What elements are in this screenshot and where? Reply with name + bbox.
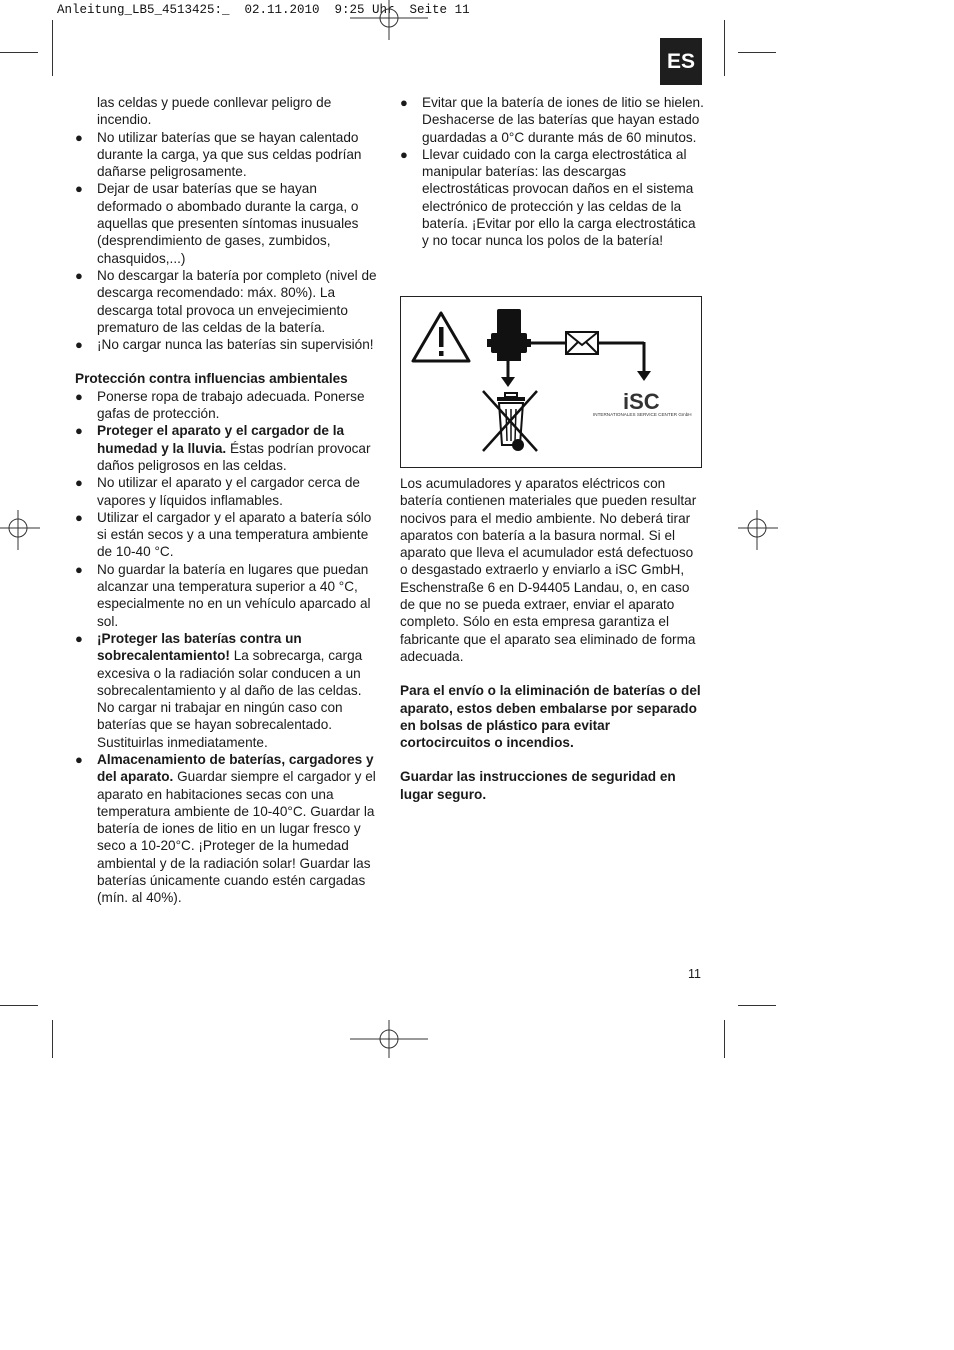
- crop-mark: [52, 20, 53, 76]
- crop-mark: [52, 1020, 53, 1058]
- right-column-lower: [400, 475, 704, 803]
- bullet-icon: ●: [75, 267, 83, 283]
- keep-instructions-note: Guardar las instrucciones de seguridad en lugar seguro.: [400, 769, 676, 802]
- bullet-icon: ●: [400, 95, 408, 110]
- bullet-icon: ●: [75, 129, 83, 145]
- disposal-figure: [400, 296, 702, 468]
- list-item: ● Almacenamiento de baterías, cargadores y del aparato. Guardar siempre el cargador y el aparato en habitaciones secas con una temperatura ambiente de 10-40°C. Guardar la batería de iones de litio en un lugar fresco y seco a 10-20°C. ¡Proteger de la humedad ambiental y de la radiación solar! Guardar las baterías únicamente cuando estén cargadas (mín. al 40%).: [75, 751, 376, 906]
- section-heading: Protección contra influencias ambientales: [75, 371, 348, 387]
- crossed-bin-icon: [483, 391, 537, 451]
- registration-mark-left: [0, 510, 40, 550]
- list-item: ● Dejar de usar baterías que se hayan deformado o abombado durante la carga, o aquellas que presenten síntomas inusuales (desprendimiento de gases, zumbidos, chasquidos,...): [75, 181, 359, 266]
- print-header: Anleitung_LB5_4513425:_ 02.11.2010 9:25 Uhr Seite 11: [57, 3, 470, 17]
- list-item: ● Proteger el aparato y el cargador de la humedad y la lluvia. Éstas podrían provocar daños peligrosos en las celdas.: [75, 423, 371, 473]
- packaging-note: Para el envío o la eliminación de baterías o del aparato, estos deben embalarse por separado en bolsas de plástico para evitar cortocircuitos o incendios.: [400, 683, 701, 751]
- bullet-icon: ●: [75, 509, 83, 525]
- bullet-icon: ●: [75, 475, 83, 491]
- bullet-icon: ●: [75, 181, 83, 197]
- list-item: ● Ponerse ropa de trabajo adecuada. Ponerse gafas de protección.: [75, 388, 365, 422]
- list-item: ● Llevar cuidado con la carga electrostática al manipular baterías: las descargas electrostáticas provocan daños en el sistema electrónico de protección y las celdas de la batería. ¡Evitar por ello la carga electrostática y no tocar nunca los polos de la batería!: [400, 146, 696, 249]
- bullet-icon: ●: [75, 751, 83, 767]
- disposal-diagram: [401, 297, 701, 467]
- crop-mark: [0, 52, 38, 53]
- left-column: [75, 94, 379, 907]
- battery-icon: [487, 309, 531, 361]
- list-item: ● No utilizar el aparato y el cargador cerca de vapores y líquidos inflamables.: [75, 475, 360, 508]
- disposal-paragraph: Los acumuladores y aparatos eléctricos con batería contienen materiales que pueden resultar nocivos para el medio ambiente. No deberá tirar aparatos con batería a la basura normal. Si el aparato que lleva el acumulador está defectuoso o desgastado extraerlo y enviarlo a iSC GmbH, Eschenstraße 6 en D-94405 Landau, o, en caso de que no se pueda extraer, enviar el aparato completo. Sólo en esta empresa garantiza el fabricante que el aparato sea eliminado de forma adecuada.: [400, 476, 697, 664]
- list-item: ● No descargar la batería por completo (nivel de descarga recomendado: máx. 80%). La descarga total provoca un envejecimiento prematuro de las celdas de la batería.: [75, 267, 377, 335]
- isc-logo: iSC: [623, 389, 660, 414]
- crop-mark: [724, 20, 725, 76]
- isc-logo-subtitle: INTERNATIONALES SERVICE CENTER GmbH: [593, 412, 692, 417]
- crop-mark: [738, 52, 776, 53]
- list-item: ● ¡No cargar nunca las baterías sin supervisión!: [75, 337, 374, 353]
- continued-text: las celdas y puede conllevar peligro de incendio.: [97, 95, 332, 128]
- bullet-icon: ●: [75, 337, 83, 353]
- bullet-icon: ●: [75, 423, 83, 439]
- list-item: ● No utilizar baterías que se hayan calentado durante la carga, ya que sus celdas podrían dañarse peligrosamente.: [75, 129, 362, 180]
- language-badge: ES: [660, 38, 702, 85]
- bullet-icon: ●: [400, 146, 408, 162]
- registration-mark-bottom: [350, 1020, 428, 1060]
- list-item: ● No guardar la batería en lugares que puedan alcanzar una temperatura superior a 40 °C, especialmente no en un vehículo aparcado al sol.: [75, 561, 371, 629]
- crop-mark: [724, 1020, 725, 1058]
- registration-mark-right: [738, 510, 778, 550]
- bullet-icon: ●: [75, 388, 83, 404]
- list-item: ● Evitar que la batería de iones de litio se hielen. Deshacerse de las baterías que hayan estado guardadas a 0°C durante más de 60 minutos.: [400, 95, 704, 145]
- bullet-icon: ●: [75, 630, 83, 646]
- right-column: [400, 94, 704, 250]
- list-item: ● Utilizar el cargador y el aparato a batería sólo si están secos y a una temperatura ambiente de 10-40 °C.: [75, 509, 372, 560]
- crop-mark: [738, 1005, 776, 1006]
- crop-mark: [0, 1005, 38, 1006]
- envelope-icon: [566, 332, 598, 354]
- registration-mark-top: [350, 0, 428, 40]
- list-item: ● ¡Proteger las baterías contra un sobrecalentamiento! La sobrecarga, carga excesiva o la radiación solar conducen a un sobrecalentamiento y al daño de las celdas. No cargar ni trabajar en ningún caso con baterías que se hayan sobrecalentado. Sustituirlas inmediatamente.: [75, 630, 363, 750]
- page-number: 11: [688, 967, 701, 981]
- warning-triangle-icon: [413, 313, 469, 361]
- bullet-icon: ●: [75, 561, 83, 577]
